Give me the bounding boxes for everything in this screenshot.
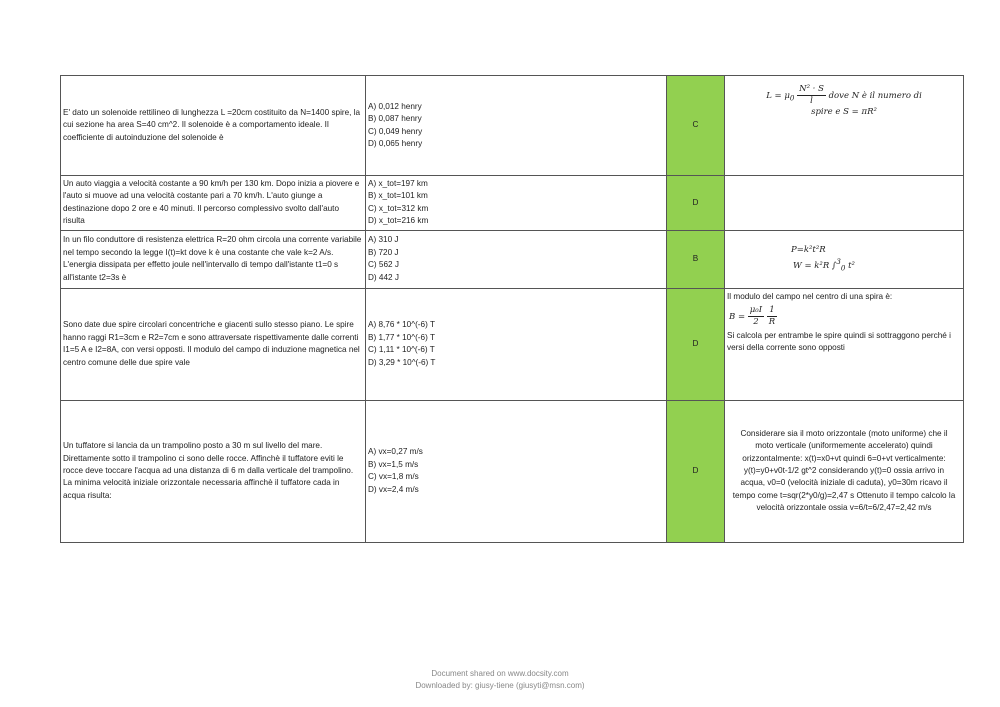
options-cell bbox=[366, 76, 667, 176]
option: A) 0,012 henry bbox=[368, 101, 422, 111]
fraction-numerator: 1 bbox=[767, 305, 777, 317]
formula-fraction bbox=[797, 84, 826, 107]
option: D) 3,29 * 10^(-6) T bbox=[368, 357, 436, 367]
option: B) vx=1,5 m/s bbox=[368, 459, 419, 469]
power-formula: P=k²t²R bbox=[791, 244, 826, 255]
table-row bbox=[61, 230, 964, 288]
fraction-denominator: l bbox=[810, 96, 813, 106]
option: C) vx=1,8 m/s bbox=[368, 472, 419, 482]
integrand: t² bbox=[848, 260, 855, 271]
options-cell bbox=[366, 400, 667, 542]
answer-cell: C bbox=[667, 76, 725, 176]
table-row bbox=[61, 176, 964, 231]
formula-lhs: L = μ bbox=[766, 91, 790, 101]
footer-shared: Document shared on www.docsity.com bbox=[431, 669, 569, 678]
note-cell: Considerare sia il moto orizzontale (moto uniforme) che il moto verticale (uniformemente accelerato) quindi orizzontalmente: x(t)=x0+vt quindi 6=0+vt verticalmente: y(t)=y0+v0t-1/2 gt^2 considerando y(t)=0 ossia arrivo in acqua, v0=0 (velocità iniziale di caduta), y0=30m ricavo il tempo come t=sqr(2*y0/g)=2,47 s Ottenuto il tempo calcolo la velocità orizzontale ossia v=6/t=6/2,47=2,42 m/s bbox=[725, 400, 964, 542]
question-cell: In un filo conduttore di resistenza elettrica R=20 ohm circola una corrente variabile nel tempo secondo la legge I(t)=kt dove k è una costante che vale k=2 A/s. L'energia dissipata per effetto joule nell'intervallo di tempo dall'istante t1=0 s all'istante t2=3s è bbox=[61, 230, 366, 288]
option: B) x_tot=101 km bbox=[368, 191, 428, 201]
footer-downloaded: Downloaded by: giusy-tiene (giusyti@msn.com) bbox=[415, 681, 585, 690]
formula-cell bbox=[725, 230, 964, 288]
fraction-denominator: 2 bbox=[753, 317, 759, 328]
table-row bbox=[61, 400, 964, 542]
options-cell bbox=[366, 230, 667, 288]
question-cell: Sono date due spire circolari concentriche e giacenti sullo stesso piano. Le spire hanno raggi R1=3cm e R2=7cm e sono attraversate rispettivamente dalle correnti I1=5 A e I2=8A, con versi opposti. Il modulo del campo di induzione magnetica nel centro comune delle due spire vale bbox=[61, 288, 366, 400]
fraction-numerator: N² · S bbox=[799, 84, 824, 94]
option: C) 1,11 * 10^(-6) T bbox=[368, 345, 435, 355]
option: A) x_tot=197 km bbox=[368, 179, 428, 188]
table-row bbox=[61, 76, 964, 176]
option: C) 0,049 henry bbox=[368, 126, 423, 136]
option: A) vx=0,27 m/s bbox=[368, 447, 423, 457]
option: D) 0,065 henry bbox=[368, 138, 423, 148]
formula-cell bbox=[725, 76, 964, 176]
answer-cell: D bbox=[667, 400, 725, 542]
note-text: Si calcola per entrambe le spire quindi si sottraggono perché i versi della corrente sono opposti bbox=[727, 331, 951, 353]
option: B) 720 J bbox=[368, 247, 399, 257]
loop-field-formula bbox=[727, 303, 961, 330]
formula-fraction bbox=[748, 305, 764, 328]
energy-formula bbox=[727, 256, 961, 274]
answer-cell: D bbox=[667, 288, 725, 400]
option: D) vx=2,4 m/s bbox=[368, 484, 419, 494]
option: B) 0,087 henry bbox=[368, 114, 422, 124]
option: B) 1,77 * 10^(-6) T bbox=[368, 332, 435, 342]
option: A) 8,76 * 10^(-6) T bbox=[368, 320, 435, 330]
formula-lhs: B = bbox=[729, 312, 746, 323]
note-cell bbox=[725, 288, 964, 400]
table-row bbox=[61, 288, 964, 400]
integral-lhs: W = k²R ∫ bbox=[793, 260, 837, 271]
inductance-formula bbox=[727, 84, 961, 118]
note-intro: Il modulo del campo nel centro di una spira è: bbox=[727, 291, 893, 301]
formula-sub: 0 bbox=[789, 93, 795, 103]
questions-table bbox=[60, 75, 964, 543]
option: D) 442 J bbox=[368, 272, 399, 282]
option: C) 562 J bbox=[368, 260, 399, 270]
option: A) 310 J bbox=[368, 235, 399, 245]
question-cell: E' dato un solenoide rettilineo di lunghezza L =20cm costituito da N=1400 spire, la cui sezione ha area S=40 cm^2. Il solenoide è a comportamento ideale. Il coefficiente di autoinduzione del solenoide è bbox=[61, 76, 366, 176]
options-cell bbox=[366, 176, 667, 231]
integral-lower-limit: 0 bbox=[840, 263, 846, 273]
formula-fraction bbox=[767, 305, 777, 328]
question-cell: Un tuffatore si lancia da un trampolino posto a 30 m sul livello del mare. Direttamente sotto il trampolino ci sono delle rocce. Affinchè il tuffatore eviti le rocce deve toccare l'acqua ad una distanza di 6 m dalla verticale del trampolino. La minima velocità iniziale orizzontale necessaria affinchè il tuffatore cada in acqua risulta: bbox=[61, 400, 366, 542]
option: D) x_tot=216 km bbox=[368, 216, 429, 226]
integral-upper-limit: 3 bbox=[836, 256, 841, 266]
answer-cell: D bbox=[667, 176, 725, 231]
fraction-numerator: μ₀I bbox=[749, 305, 763, 316]
fraction-denominator: R bbox=[768, 317, 776, 328]
formula-text: dove N è il numero di bbox=[828, 91, 922, 101]
note-cell bbox=[725, 176, 964, 231]
formula-text: spire e S = πR² bbox=[811, 107, 877, 117]
option: C) x_tot=312 km bbox=[368, 203, 429, 213]
question-cell: Un auto viaggia a velocità costante a 90 km/h per 130 km. Dopo inizia a piovere e l'auto si muove ad una velocità costante pari a 70 km/h. L'auto giunge a destinazione dopo 2 ore e 40 minuti. Il percorso complessivo svolto dall'auto risulta bbox=[61, 176, 366, 231]
answer-cell: B bbox=[667, 230, 725, 288]
options-cell bbox=[366, 288, 667, 400]
